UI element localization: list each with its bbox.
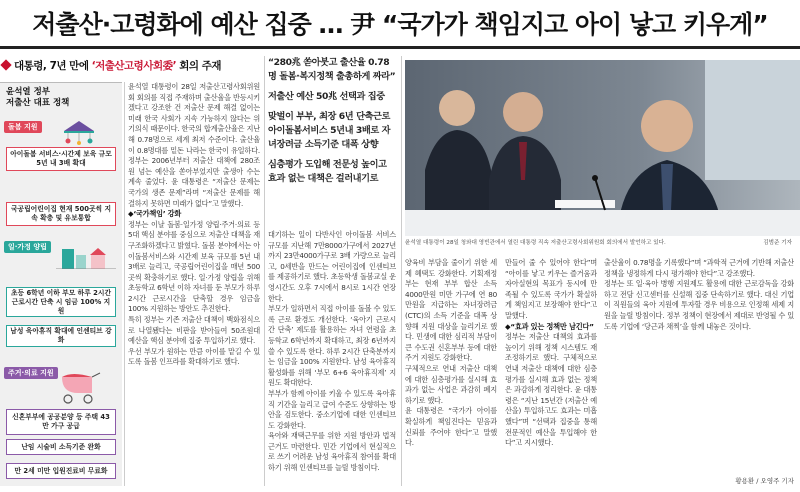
- column-divider: [264, 56, 265, 486]
- photo-caption: [405, 238, 800, 248]
- policy-item: 남성 육아휴직 확대에 인센티브 강화: [6, 325, 116, 347]
- meeting-photo: [405, 60, 800, 236]
- policy-item: 신혼부부에 공공분양 등 주택 43만 가구 공급: [6, 409, 116, 435]
- column-divider: [124, 82, 125, 486]
- subhead-text: 대통령, 7년 만에 ‘저출산고령사회委’ 회의 주재: [14, 59, 221, 72]
- article-column-5: 출산율이 0.78명을 기록했다”며 “과학적 근거에 기반해 저출산 정책을 냉정하게 다시 평가해야 한다”고 강조했다. 정부는 또 일·육아 병행 지원제도 활용에 대한 근로감독을 강화하고 전담 신고센터를 신설해 집중 단속하기로 했다. 대신 기업이 직원들의 육아 지원에 투자할 경우 비용으로 인정해 세제 지원을 늘릴 방침이다. 정부 정책이 현장에서 제대로 반영될 수 있도록 기업에 ‘당근과 채찍’을 함께 내놓은 것이다.: [604, 258, 794, 331]
- subhead: [0, 56, 260, 74]
- pull-quote-line: 저출산 예산 50兆 선택과 집중: [268, 91, 385, 102]
- article-column-4: 만들어 줄 수 있어야 한다”며 “아이를 낳고 키우는 즐거움과 자아실현의 목표가 동시에 만족될 수 있도록 국가가 확실하게 책임지고 보장해야 한다”고 말했다. ◆“효과 있는 정책만 남긴다” 정부는 저출산 대책의 효과를 높이기 위해 정책 시스템도 재조정하기로 했다. 구체적으로 연내 저출산 대책에 대한 심층평가를 실시해 효과 없는 정책은 과감하게 정리한다. 윤 대통령은 “지난 15년간 (저출산 예산을) 투입하고도 효과는 미흡했다”며 “선택과 집중을 통해 전문적인 예산을 투입해야 한다”고 지시했다.: [505, 258, 597, 448]
- section-label-work-family: 일·가정 양립: [4, 241, 51, 253]
- infographic-title: 윤석열 정부 저출산 대표 정책: [6, 87, 70, 108]
- pull-quote: [268, 56, 396, 192]
- photo-credit: 김범준 기자: [763, 240, 792, 246]
- policy-item: 난임 시술비 소득기준 완화: [6, 439, 116, 455]
- stroller-illustration: [52, 371, 108, 405]
- policy-item: 만 2세 미만 입원진료비 무료화: [6, 463, 116, 479]
- column-divider: [401, 56, 402, 486]
- article-column-1: 윤석열 대통령이 28일 저출산고령사회위원회 회의를 직접 주재하며 출산율을 반등시키겠다고 강조한 건 저출산 문제 해결 없이는 미래 한국 사회가 지속 가능하지 않다는 위기의식 때문이다. 한국의 합계출산율은 지난해 0.78명으로 세계 최저 수준이다. 출산율이 0.8명대를 밑돈 나라는 한국이 유일하다. 정부는 2006년부터 저출산 대책에 280조원 넘는 예산을 쏟아부었지만 출생아 수는 계속 줄었다. 윤 대통령은 “저출산 문제는 국가의 생존 문제”라며 “저출산 문제를 해결하지 못하면 미래가 없다”고 말했다. ◆‘국가책임’ 강화 정부는 이날 돌봄·일가정 양립·주거·의료 등 5대 핵심 분야를 중심으로 저출산 대책을 재구조화하겠다고 밝혔다. 돌봄 분야에서는 아이돌봄서비스와 시간제 보육 규모를 5년 내 3배로 늘리고, 국공립어린이집을 매년 500곳씩 확충하기로 했다. 일·가정 양립을 위해 초등학교 6학년 이하 자녀를 둔 부모가 하루 2시간 근로시간을 단축할 경우 임금을 100% 지원하는 방안도 추진한다. 특히 정부는 기존 저출산 대책이 백화점식으로 나열됐다는 비판을 받아들여 50조원대 예산을 핵심 분야에 집중 투입하기로 했다. 우선 부모가 원하는 만큼 아이를 맡길 수 있도록 돌봄 인프라를 확대하기로 했다.: [128, 82, 260, 367]
- pull-quote-line: 심층평가 도입해 전문성 높이고 효과 없는 대책은 걸러내기로: [268, 159, 387, 184]
- headline: [0, 0, 800, 46]
- news-photo: [405, 60, 800, 236]
- policy-item: 아이돌봄 서비스·시간제 보육 규모 5년 내 3배 확대: [6, 147, 116, 171]
- mobile-illustration: [44, 119, 114, 145]
- diamond-icon: [0, 59, 11, 70]
- policy-infographic: [0, 82, 122, 486]
- city-illustration: [56, 243, 116, 269]
- section-label-care: 돌봄 지원: [4, 121, 42, 133]
- headline-text: 저출산·고령화에 예산 집중 … 尹 “국가가 책임지고 아이 낳고 키우게”: [32, 10, 768, 39]
- pull-quote-line: 맞벌이 부부, 최장 6년 단축근로 아이돌봄서비스 5년내 3배로 자녀장려금 소득기준 대폭 상향: [268, 111, 391, 150]
- article-column-2: 대기하는 일이 다반사인 아이돌봄 서비스 규모를 지난해 7만8000가구에서 2027년까지 23만4000가구로 3배 가량으로 늘리고, 0세반을 만드는 어린이집에 인센티브를 제공하기로 했다. 초등학생 돌봄교실 운영시간도 오후 7시에서 8시로 1시간 연장한다. 부모가 일하면서 직접 아이를 돌볼 수 있도록 근로 환경도 개선한다. ‘육아기 근로시간 단축’ 제도를 활용하는 자녀 연령을 초등학교 6학년까지 확대하고, 최장 6년까지 쓸 수 있도록 한다. 하루 2시간 단축분까지는 임금을 100% 지원한다. 남성 육아휴직 활성화를 위해 ‘부모 6+6 육아휴직제’ 지원도 확대한다. 부부가 함께 아이를 키울 수 있도록 육아휴직 기간을 늘리고 급여 수준도 상향하는 방안을 검토한다. 중소기업에 대한 인센티브도 강화한다. 육아와 재택근무를 위한 지원 방안과 법적 근거도 마련한다. 민간 기업에서 현실적으로 쓰기 어려운 남성 육아휴직 참여를 확대하기 위해 인센티브를 늘릴 방침이다.: [268, 230, 396, 473]
- policy-item: 초등 6학년 이하 부모 하루 2시간 근로시간 단축 시 임금 100% 지원: [6, 287, 116, 317]
- caption-text: 윤석열 대통령이 28일 청와대 영빈관에서 열린 대통령 직속 저출산고령사회위원회 회의에서 발언하고 있다.: [405, 240, 666, 246]
- section-label-housing-medical: 주거·의료 지원: [4, 367, 58, 379]
- byline: 황용환 / 오영주 기자: [735, 477, 794, 485]
- policy-item: 국공립어린이집 현재 500곳씩 지속 확충 및 유보통합: [6, 202, 116, 226]
- pull-quote-line: “280兆 쏟아붓고 출산율 0.78명 돌봄·복지정책 출총하게 짜라”: [268, 57, 396, 82]
- headline-rule: [0, 46, 800, 49]
- article-column-3: 양육비 부담을 줄이기 위한 세제 혜택도 강화한다. 기획재정부는 현재 부부 합산 소득 4000만원 미만 가구에 연 80만원을 지급하는 자녀장려금(CTC)의 소득 기준을 대폭 상향해 지원 대상을 늘리기로 했다. 민생에 대한 심리적 부담이 큰 수도권 신혼부부 등에 대한 주거 지원도 강화한다. 구체적으로 연내 저출산 대책에 대한 심층평가를 실시해 효과가 없는 사업은 과감히 폐지하기로 했다. 윤 대통령은 “국가가 아이를 확실하게 책임진다는 믿음과 신뢰를 주어야 한다”고 말했다.: [405, 258, 497, 448]
